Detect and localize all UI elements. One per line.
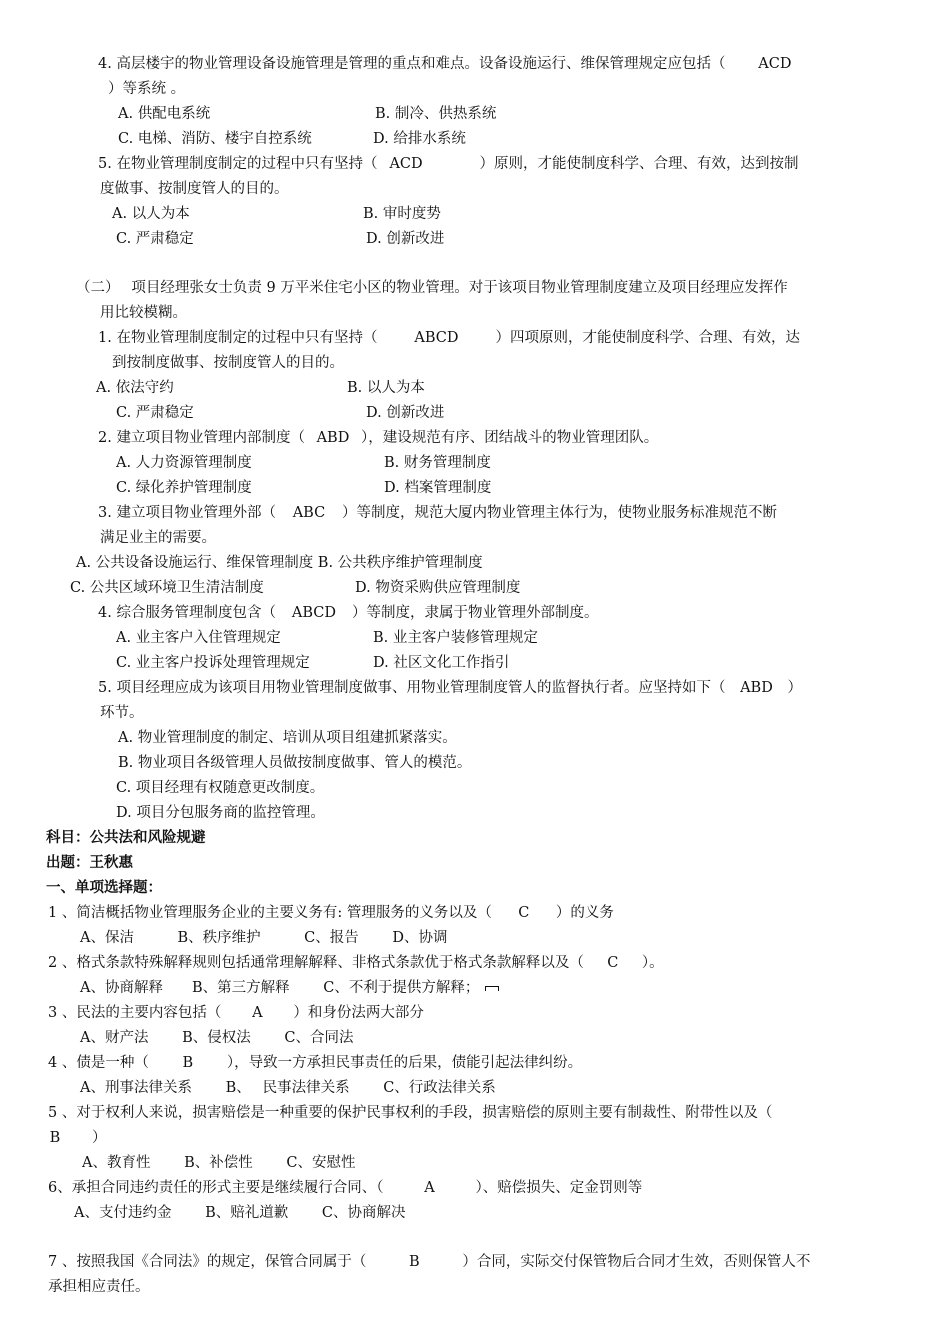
- subject-title: 科目：公共法和风险规避: [46, 830, 206, 846]
- s1-q4-line1: 4. 高层楼宇的物业管理设备设施管理是管理的重点和难点。设备设施运行、维保管理规定应包括（ ACD: [98, 52, 791, 77]
- answer: ABCD: [414, 330, 459, 346]
- option-b: B. 制冷、供热系统: [375, 106, 497, 122]
- option-c: C. 严肃稳定: [116, 405, 194, 421]
- s2-q3-line1: 3. 建立项目物业管理外部（ ABC ）等制度，规范大厦内物业管理主体行为，使物业服务标准规范不断: [98, 501, 777, 526]
- s2-intro-line2: 用比较模糊。: [100, 305, 187, 321]
- option-a: A. 物业管理制度的制定、培训从项目组建抓紧落实。: [118, 730, 457, 746]
- option-a: A. 依法守约: [96, 380, 174, 396]
- s2-q2-line1: 2. 建立项目物业管理内部制度（ ABD ），建设规范有序、团结战斗的物业管理团队。: [98, 426, 658, 451]
- option-d: D. 给排水系统: [373, 131, 466, 147]
- mc-q4-options: A、刑事法律关系 B、 民事法律关系 C、行政法律关系: [80, 1080, 496, 1096]
- s2-q4-line1: 4. 综合服务管理制度包含（ ABCD ）等制度，隶属于物业管理外部制度。: [98, 601, 598, 626]
- section-heading: 一、单项选择题：: [46, 880, 162, 896]
- option-d: D. 创新改进: [366, 231, 445, 247]
- answer: ACD: [389, 156, 423, 172]
- mc-q7-line2: 承担相应责任。: [48, 1279, 150, 1295]
- s1-q5-line1: 5. 在物业管理制度制定的过程中只有坚持（ ACD ）原则，才能使制度科学、合理、有效，达到按制: [98, 152, 798, 177]
- mc-q5-options: A、教育性 B、补偿性 C、安慰性: [82, 1155, 356, 1171]
- option-d: D. 社区文化工作指引: [373, 655, 510, 671]
- answer: A: [424, 1180, 435, 1196]
- s2-q1-line2: 到按制度做事、按制度管人的目的。: [112, 355, 344, 371]
- answer: C: [518, 905, 530, 921]
- s2-q5-line1: 5. 项目经理应成为该项目用物业管理制度做事、用物业管理制度管人的监督执行者。应坚持如下（ ABD ）: [98, 676, 802, 701]
- mc-q5-line2: B ）: [48, 1126, 107, 1151]
- option-c: C. 项目经理有权随意更改制度。: [116, 780, 325, 796]
- text-cursor-icon: [485, 986, 499, 991]
- option-c: C. 严肃稳定: [116, 231, 194, 247]
- option-b: B. 审时度势: [363, 206, 441, 222]
- option-a: A. 以人为本: [112, 206, 190, 222]
- mc-q4-line1: 4 、债是一种（ B ），导致一方承担民事责任的后果，债能引起法律纠纷。: [48, 1051, 582, 1076]
- option-b: B. 业主客户装修管理规定: [373, 630, 538, 646]
- answer: A: [252, 1005, 263, 1021]
- option-c: C. 公共区域环境卫生清洁制度: [70, 580, 264, 596]
- mc-q3-options: A、财产法 B、侵权法 C、合同法: [80, 1030, 354, 1046]
- option-d: D. 物资采购供应管理制度: [355, 580, 521, 596]
- option-b: B. 财务管理制度: [384, 455, 491, 471]
- s1-q4-line2: ）等系统 。: [108, 81, 186, 97]
- answer: B: [49, 1130, 61, 1146]
- answer: ACD: [758, 56, 792, 72]
- mc-q2-line1: 2 、格式条款特殊解释规则包括通常理解解释、非格式条款优于格式条款解释以及（ C ）。: [48, 951, 664, 976]
- option-c: C. 电梯、消防、楼宇自控系统: [118, 131, 312, 147]
- answer: ABC: [292, 505, 326, 521]
- mc-q2-options: A、协商解释 B、第三方解释 C、不利于提供方解释；: [80, 976, 499, 1001]
- answer: ABD: [740, 680, 773, 696]
- mc-q7-line1: 7 、按照我国《合同法》的规定，保管合同属于（ B ）合同，实际交付保管物后合同才生效，否则保管人不: [48, 1250, 810, 1275]
- s2-q1-line1: 1. 在物业管理制度制定的过程中只有坚持（ ABCD ）四项原则，才能使制度科学、合理、有效，达: [98, 326, 800, 351]
- option-d: D. 项目分包服务商的监控管理。: [116, 805, 325, 821]
- mc-q6-options: A、支付违约金 B、赔礼道歉 C、协商解决: [74, 1205, 406, 1221]
- answer: C: [607, 955, 619, 971]
- mc-q1-line1: 1 、简洁概括物业管理服务企业的主要义务有: 管理服务的义务以及（ C ）的义务: [48, 901, 614, 926]
- option-d: D. 档案管理制度: [384, 480, 492, 496]
- s2-q5-line2: 环节。: [100, 705, 144, 721]
- option-a: A. 业主客户入住管理规定: [116, 630, 281, 646]
- option-a: A. 人力资源管理制度: [116, 455, 252, 471]
- option-ab: A. 公共设备设施运行、维保管理制度 B. 公共秩序维护管理制度: [76, 555, 483, 571]
- mc-q1-options: A、保洁 B、秩序维护 C、报告 D、协调: [80, 930, 448, 946]
- option-b: B. 物业项目各级管理人员做按制度做事、管人的模范。: [118, 755, 472, 771]
- s2-intro-line1: （二） 项目经理张女士负责 9 万平米住宅小区的物业管理。对于该项目物业管理制度建立及项目经理应发挥作: [76, 280, 788, 296]
- answer: ABCD: [291, 605, 337, 621]
- option-d: D. 创新改进: [366, 405, 445, 421]
- mc-q6-line1: 6、承担合同违约责任的形式主要是继续履行合同、（ A ）、赔偿损失、定金罚则等: [48, 1176, 642, 1201]
- s1-q5-line2: 度做事、按制度管人的目的。: [100, 181, 289, 197]
- answer: B: [182, 1055, 194, 1071]
- author-line: 出题：王秋惠: [46, 855, 133, 871]
- option-c: C. 绿化养护管理制度: [116, 480, 252, 496]
- mc-q3-line1: 3 、民法的主要内容包括（ A ）和身份法两大部分: [48, 1001, 424, 1026]
- answer: ABD: [316, 430, 350, 446]
- mc-q5-line1: 5 、对于权利人来说，损害赔偿是一种重要的保护民事权利的手段，损害赔偿的原则主要有制裁性、附带性以及（: [48, 1105, 773, 1121]
- option-a: A. 供配电系统: [118, 106, 211, 122]
- option-b: B. 以人为本: [347, 380, 425, 396]
- s2-q3-line2: 满足业主的需要。: [100, 530, 216, 546]
- option-c: C. 业主客户投诉处理管理规定: [116, 655, 310, 671]
- answer: B: [409, 1254, 420, 1270]
